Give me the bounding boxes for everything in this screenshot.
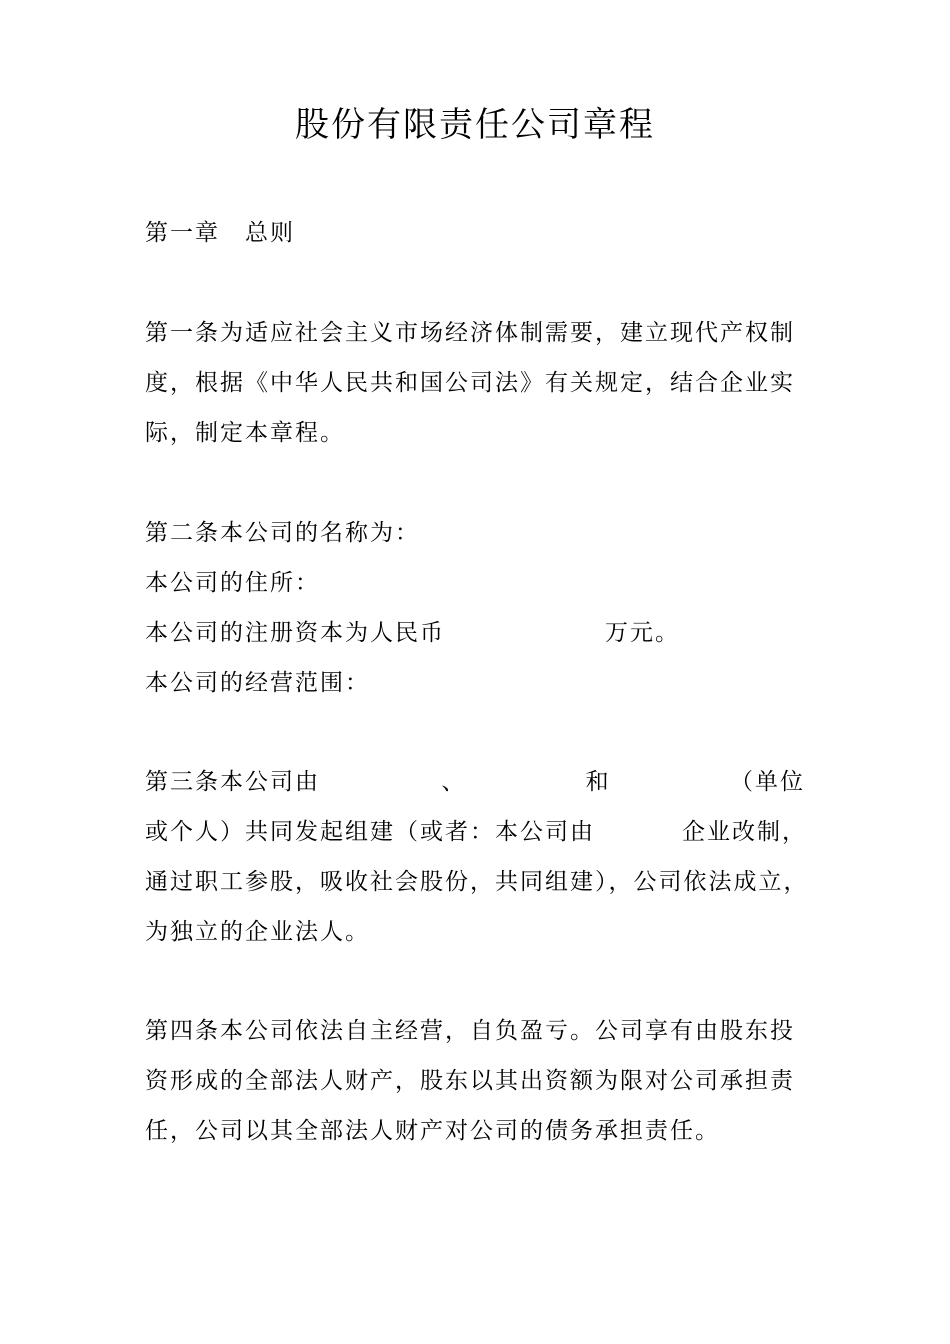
article-3-line-2-prefix: 或个人）共同发起组建（或者：本公司由: [145, 819, 595, 845]
article-2-capital-suffix: 万元。: [605, 620, 680, 646]
article-3-line-1: [145, 767, 805, 797]
article-3-line-1-part-1: 第三条本公司由: [145, 769, 320, 795]
article-2-business-scope: 本公司的经营范围：: [145, 670, 370, 696]
article-3-line-2-suffix: 企业改制，: [682, 819, 807, 845]
article-2-address: 本公司的住所：: [145, 570, 320, 596]
article-3-line-3: 通过职工参股，吸收社会股份，共同组建），公司依法成立，: [145, 869, 809, 895]
article-1-line-1: 第一条为适应社会主义市场经济体制需要，建立现代产权制: [145, 320, 795, 346]
article-3-line-4: 为独立的企业法人。: [145, 919, 370, 945]
document-title: 股份有限责任公司章程: [295, 105, 655, 145]
article-1-line-3: 际，制定本章程。: [145, 420, 345, 446]
article-2-company-name: 第二条本公司的名称为：: [145, 520, 420, 546]
article-4-line-1: 第四条本公司依法自主经营，自负盈亏。公司享有由股东投: [145, 1018, 795, 1044]
article-4-line-3: 任，公司以其全部法人财产对公司的债务承担责任。: [145, 1118, 720, 1144]
chapter-heading: 第一章 总则: [145, 220, 295, 246]
article-3-line-1-part-3: 和: [585, 769, 609, 795]
article-4-line-2: 资形成的全部法人财产，股东以其出资额为限对公司承担责: [145, 1068, 795, 1094]
article-2-capital-prefix: 本公司的注册资本为人民币: [145, 620, 445, 646]
article-3-line-1-part-2: 、: [441, 769, 465, 795]
article-1-line-2: 度，根据《中华人民共和国公司法》有关规定，结合企业实: [145, 370, 795, 396]
article-3-line-1-part-4: （单位: [729, 769, 805, 795]
